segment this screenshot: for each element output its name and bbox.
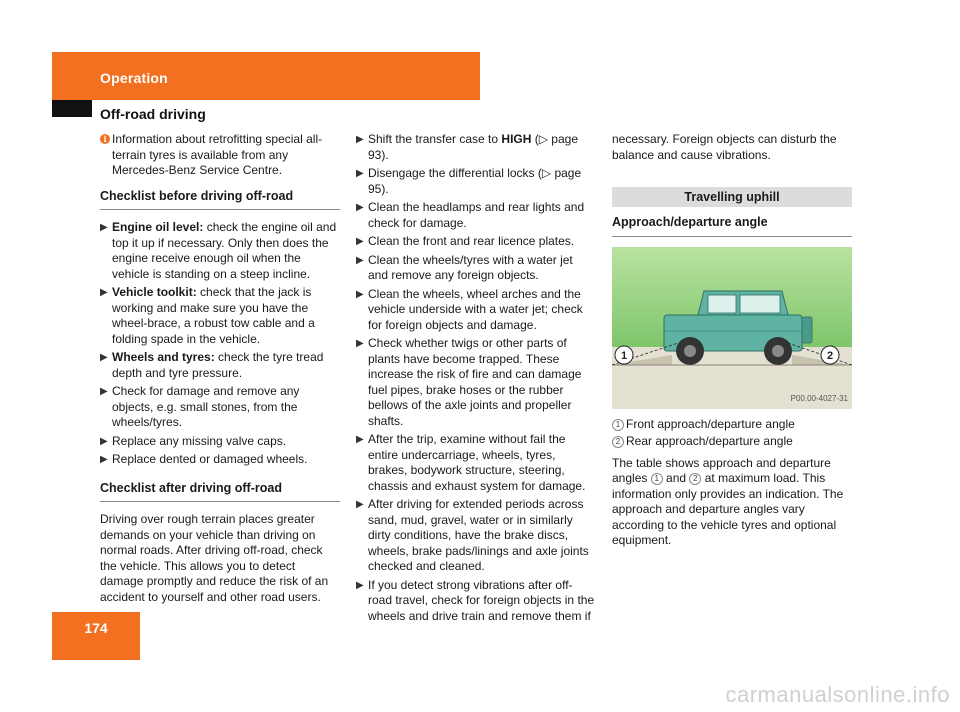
list-item — [356, 234, 596, 250]
item-text: check that the jack is working and make sure you have the wheel-brace, a robust tow cable and a folding spade in the vehicle. — [112, 285, 315, 346]
item-text: Check for damage and remove any objects, e.g. small stones, from the wheels/tyres. — [112, 384, 300, 429]
item-text: Clean the wheels, wheel arches and the vehicle underside with a water jet; check for foreign objects and damage. — [368, 286, 583, 332]
number-badge: 2 — [612, 436, 624, 448]
column-3 — [612, 132, 852, 559]
arrow-icon: ▶ — [356, 288, 364, 300]
item-label: Engine oil level: — [112, 220, 204, 234]
page-subtitle: Off-road driving — [100, 106, 206, 122]
checklist-after-paragraph: Driving over rough terrain places greater demands on your vehicle than driving on normal roads. After driving off-road, check the vehicle. This allows you to detect damage promptly and reduce the risk of an accident to yourself and other road users. — [100, 512, 329, 604]
column-2 — [356, 132, 596, 627]
list-item — [100, 434, 340, 450]
arrow-icon: ▶ — [100, 454, 108, 465]
checklist-after-heading: Checklist after driving off-road — [100, 481, 340, 503]
approach-angle-heading: Approach/departure angle — [612, 215, 852, 237]
list-item — [356, 132, 596, 163]
page-number: 174 — [84, 620, 108, 636]
arrow-icon: ▶ — [356, 499, 364, 510]
item-text: Shift the transfer case to — [368, 132, 502, 146]
checklist-after-list — [356, 132, 596, 624]
list-item — [356, 253, 596, 284]
info-note — [100, 132, 340, 179]
arrow-icon: ▶ — [356, 434, 364, 445]
front-wheel — [676, 337, 704, 365]
callout-1-label: 1 — [620, 349, 628, 362]
arrow-icon: ▶ — [356, 134, 364, 145]
list-item — [100, 220, 340, 282]
arrow-icon: ▶ — [356, 579, 364, 591]
item-text: After the trip, examine without fail the entire undercarriage, wheels, tyres, brakes, bodywork structure, steering, chassis and exhaust system for damage. — [368, 432, 586, 493]
number-badge: 1 — [612, 419, 624, 431]
item-text: Clean the headlamps and rear lights and check for damage. — [368, 200, 585, 230]
vehicle-illustration — [612, 247, 852, 409]
item-text: Replace dented or damaged wheels. — [112, 452, 308, 466]
figure-code: P00.00-4027-31 — [790, 394, 848, 403]
info-icon: i — [100, 134, 110, 144]
item-label: Vehicle toolkit: — [112, 285, 197, 299]
arrow-icon: ▶ — [356, 236, 364, 247]
item-page-ref[interactable]: (▷ page 93). — [368, 132, 578, 162]
checklist-before-heading: Checklist before driving off-road — [100, 189, 340, 211]
item-text: check the engine oil and top it up if necessary. Only then does the engine receive enough oil when the vehicle is standing on a steep incline. — [112, 220, 337, 281]
arrow-icon: ▶ — [100, 352, 108, 363]
arrow-icon: ▶ — [100, 386, 108, 397]
callout-2-label: 2 — [826, 349, 834, 362]
list-item — [356, 200, 596, 231]
item-text: Clean the wheels/tyres with a water jet and remove any foreign objects. — [368, 252, 573, 282]
legend-item-front — [612, 417, 852, 433]
number-badge: 1 — [651, 473, 663, 485]
list-item — [356, 497, 596, 575]
legend-text: Front approach/departure angle — [626, 416, 795, 431]
arrow-icon: ▶ — [100, 435, 108, 447]
travelling-uphill-heading: Travelling uphill — [612, 187, 852, 207]
item-text: Check whether twigs or other parts of plants have become trapped. These increase the risk of fire and can damage fuel pipes, brake hoses or the rubber bellows of the axle joints and propeller shafts. — [368, 336, 582, 428]
checklist-before-list — [100, 220, 340, 468]
arrow-icon: ▶ — [356, 338, 364, 349]
item-text: If you detect strong vibrations after off-road travel, check for foreign objects in the wheels and drive train and remove them if — [368, 577, 595, 623]
list-item — [100, 452, 340, 468]
para-part: and — [662, 471, 690, 485]
continuation-text: necessary. Foreign objects can disturb the balance and cause vibrations. — [612, 132, 837, 162]
watermark: carmanualsonline.info — [725, 682, 950, 707]
legend-item-rear — [612, 434, 852, 450]
list-item — [100, 285, 340, 347]
arrow-icon: ▶ — [100, 287, 108, 298]
arrow-icon: ▶ — [100, 222, 108, 233]
column-1 — [100, 132, 340, 615]
list-item — [100, 350, 340, 381]
para-part: at maximum load. This information only provides an indication. The approach and departure angles vary according to the vehicle tyres and optional equipment. — [612, 471, 844, 547]
item-emphasis: HIGH — [501, 132, 532, 146]
list-item — [356, 432, 596, 494]
list-item — [356, 287, 596, 334]
item-text: Disengage the differential locks (▷ page 95). — [368, 166, 582, 196]
black-tab-marker — [52, 100, 92, 117]
arrow-icon: ▶ — [356, 168, 364, 179]
callout-1 — [615, 346, 633, 364]
angle-info-paragraph — [612, 456, 852, 549]
info-text: Information about retrofitting special all-terrain tyres is available from any Mercedes-Benz Service Centre. — [112, 132, 323, 177]
rear-wheel — [764, 337, 792, 365]
vehicle-angle-figure — [612, 247, 852, 409]
list-item — [100, 384, 340, 431]
item-label: Wheels and tyres: — [112, 350, 215, 364]
section-title: Operation — [100, 70, 168, 86]
page-number-box — [52, 612, 140, 660]
list-item — [356, 578, 596, 625]
item-text: Clean the front and rear licence plates. — [368, 234, 575, 248]
legend-text: Rear approach/departure angle — [626, 434, 793, 448]
list-item — [356, 336, 596, 429]
para-part: The table shows approach and departure angles — [612, 455, 831, 485]
list-item — [356, 166, 596, 197]
item-text: check the tyre tread depth and tyre pressure. — [112, 350, 324, 380]
arrow-icon: ▶ — [356, 254, 364, 266]
item-text: Replace any missing valve caps. — [112, 433, 287, 448]
number-badge: 2 — [689, 473, 701, 485]
item-text: After driving for extended periods across sand, mud, gravel, water or in similarly dirty conditions, have the brake discs, wheels, brake pads/linings and axle joints checked and cleaned. — [368, 497, 589, 573]
arrow-icon: ▶ — [356, 202, 364, 213]
callout-2 — [821, 346, 839, 364]
